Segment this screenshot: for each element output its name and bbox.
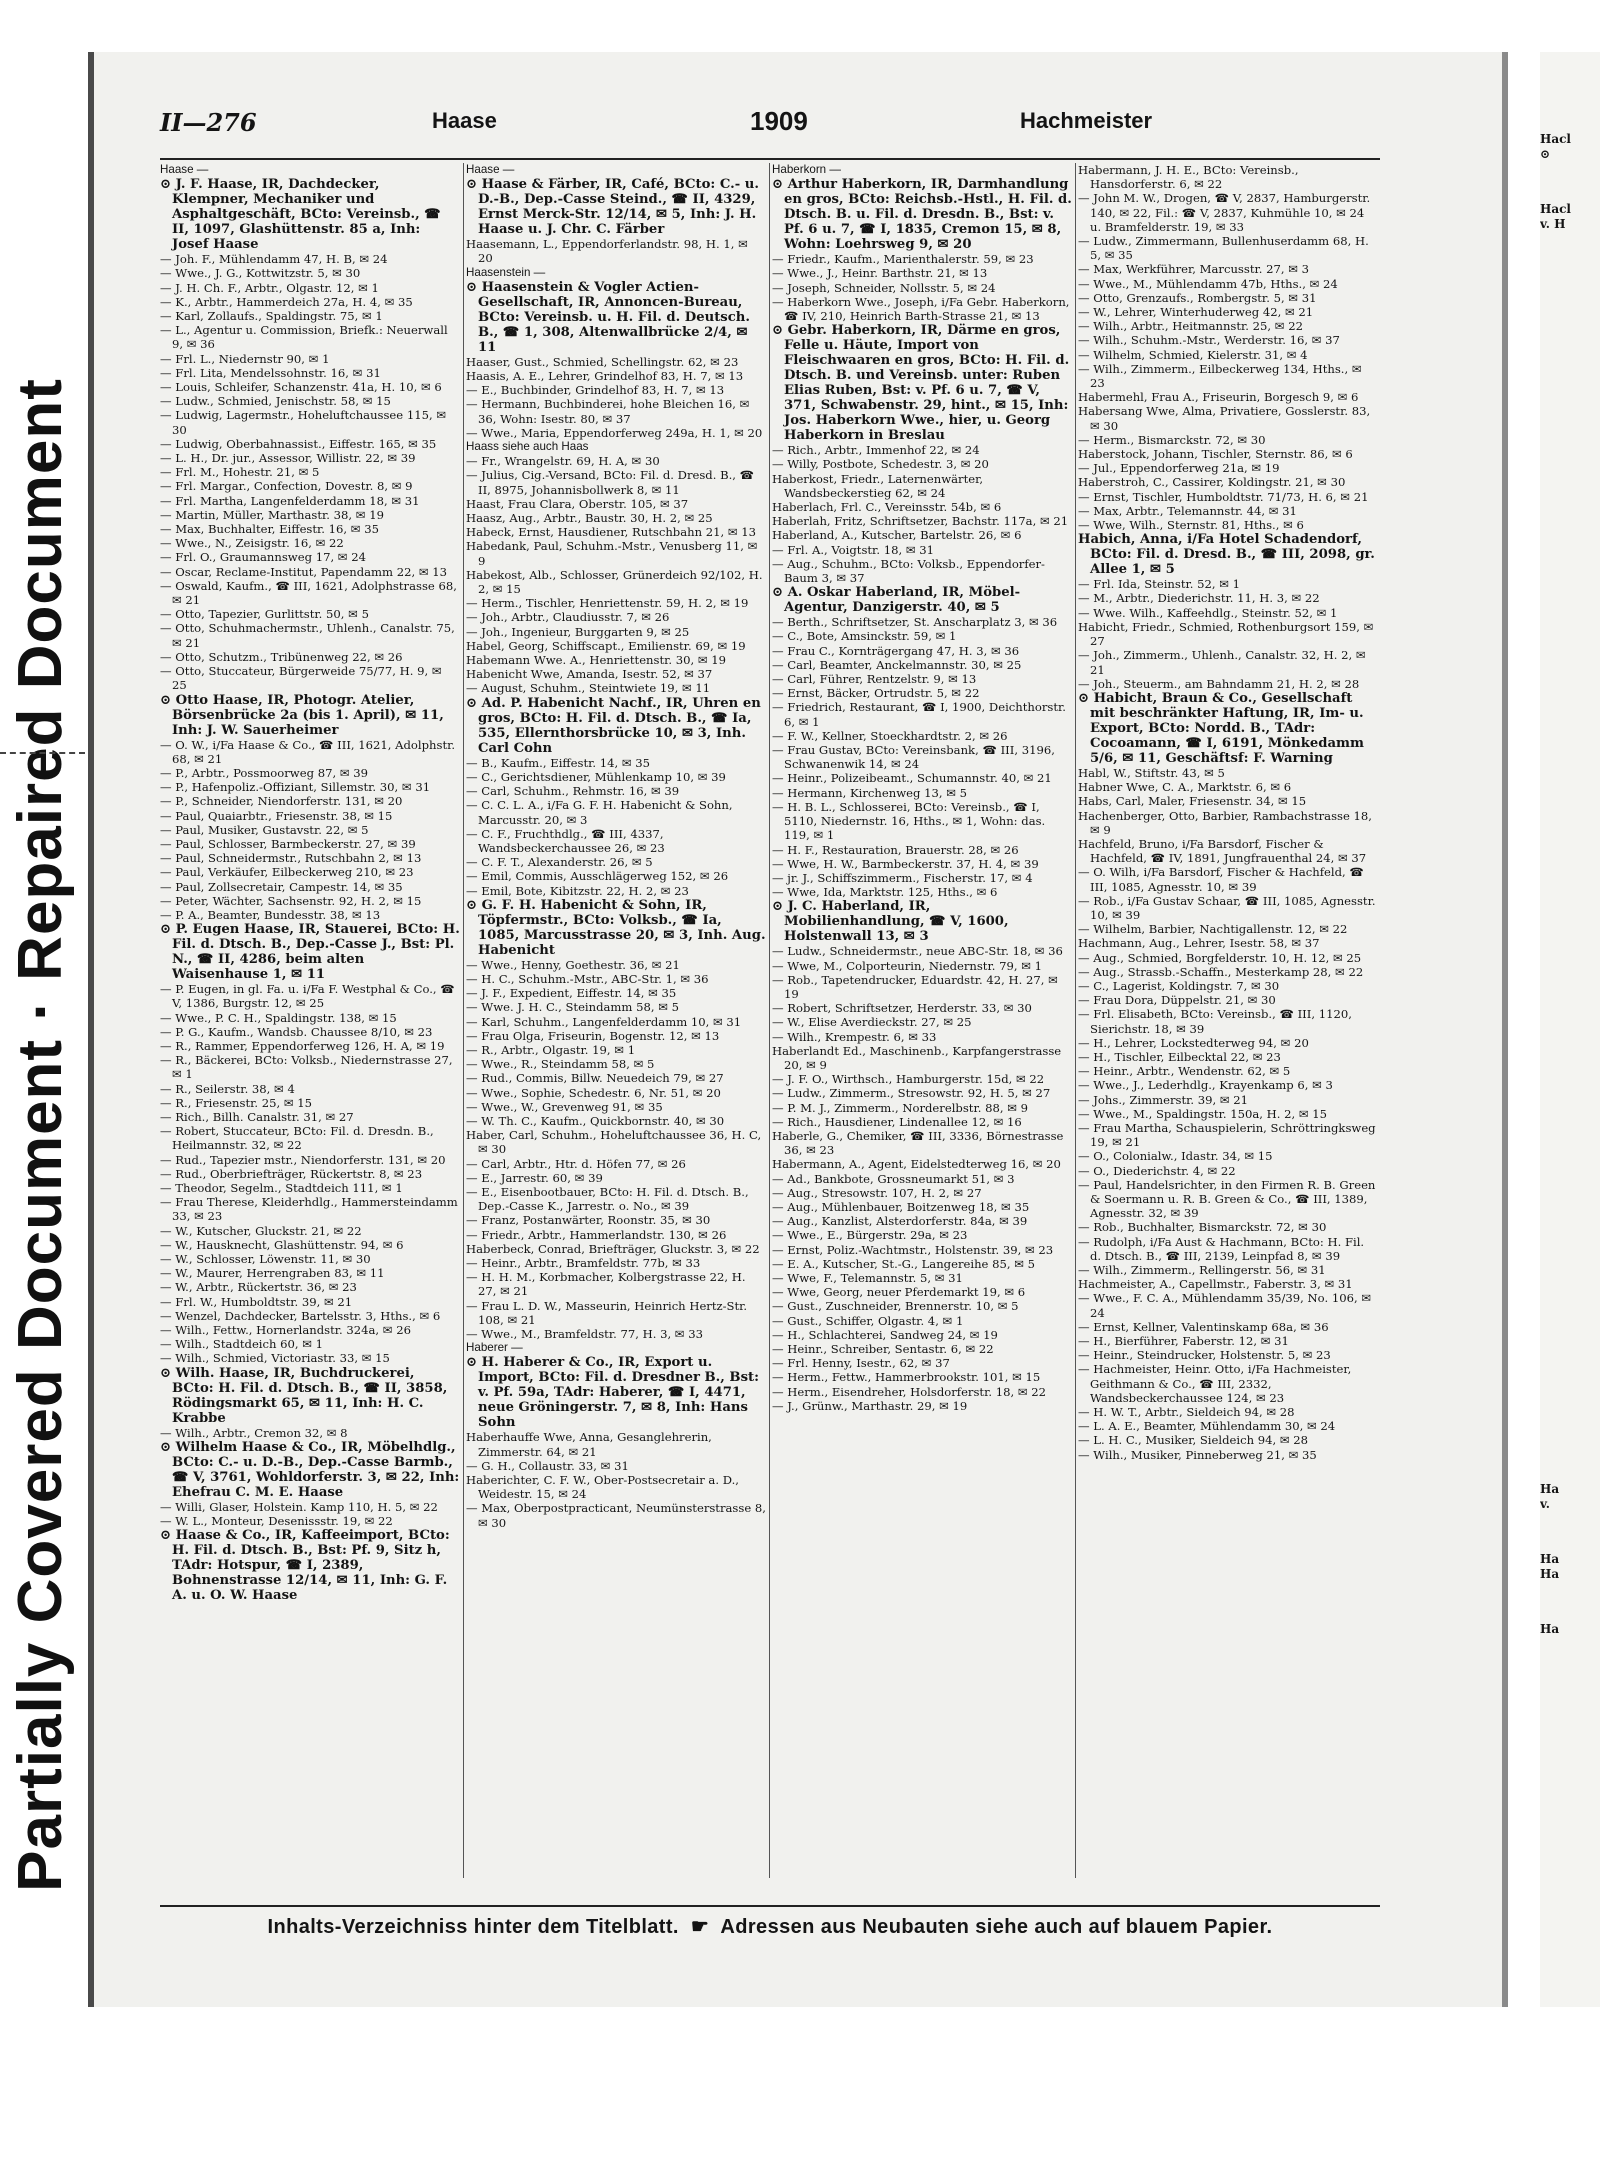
directory-entry: — Frl. Margar., Confection, Dovestr. 8, ✉ 9: [160, 479, 413, 494]
directory-entry: — H. W. T., Arbtr., Sieldeich 94, ✉ 28: [1078, 1405, 1295, 1420]
directory-entry: — Rob., i/Fa Gustav Schaar, ☎ III, 1085, Agnesstr. 10, ✉ 39: [1078, 893, 1376, 922]
directory-entry: Haberlandt Ed., Maschinenb., Karpfangerstrasse 20, ✉ 9: [772, 1043, 1062, 1072]
directory-entry: — Paul, Musiker, Gustavstr. 22, ✉ 5: [160, 822, 369, 837]
surname-heading: Haberer —: [466, 1341, 523, 1355]
firm-entry: ⊙ J. C. Haberland, IR, Mobilienhandlung, ☎ V, 1600, Holstenwall 13, ✉ 3: [772, 899, 1009, 945]
directory-entry: — H., Tischler, Eilbecktal 22, ✉ 23: [1078, 1049, 1281, 1064]
directory-entry: — W., Lehrer, Winterhuderweg 42, ✉ 21: [1078, 305, 1314, 320]
directory-entry: — Ernst, Tischler, Humboldtstr. 71/73, H. 6, ✉ 21: [1078, 489, 1369, 504]
directory-entry: — Wilh., Musiker, Pinneberweg 21, ✉ 35: [1078, 1447, 1317, 1462]
directory-entry: Haasis, A. E., Lehrer, Grindelhof 83, H. 7, ✉ 13: [466, 369, 744, 384]
directory-entry: — Wwe., J., Lederhdlg., Krayenkamp 6, ✉ 3: [1078, 1078, 1333, 1093]
directory-entry: — H., Bierführer, Faberstr. 12, ✉ 31: [1078, 1334, 1289, 1349]
directory-entry: — H. B. L., Schlosserei, BCto: Vereinsb., ☎ I, 5110, Niedernstr. 16, Hths., ✉ 1, Wohn: das. 119, ✉ 1: [772, 799, 1046, 843]
directory-entry: — W. L., Monteur, Desenissstr. 19, ✉ 22: [160, 1514, 393, 1529]
directory-entry: — Heinr., Arbtr., Bramfeldstr. 77b, ✉ 33: [466, 1255, 701, 1270]
page-footer: [160, 1914, 1380, 1939]
fragment-line: Ha: [1540, 1567, 1560, 1581]
directory-entry: Haber, Carl, Schuhm., Hoheluftchaussee 36, H. C, ✉ 30: [466, 1128, 762, 1157]
directory-entry: — Wwe., P. C. H., Spaldingstr. 138, ✉ 15: [160, 1010, 397, 1025]
directory-entry: — Gust., Zuschneider, Brennerstr. 10, ✉ 5: [772, 1299, 1019, 1314]
directory-entry: — Wwe., W., Grevenweg 91, ✉ 35: [466, 1099, 663, 1114]
column-2: [466, 163, 766, 1883]
directory-entry: — L. H., Dr. jur., Assessor, Willistr. 22, ✉ 39: [160, 451, 416, 466]
directory-entry: — Max, Oberpostpracticant, Neumünsterstrasse 8, ✉ 30: [466, 1501, 766, 1530]
directory-entry: — Frl. Elisabeth, BCto: Vereinsb., ☎ III, 1120, Sierichstr. 18, ✉ 39: [1078, 1007, 1352, 1036]
directory-entry: — Max, Werkführer, Marcusstr. 27, ✉ 3: [1078, 262, 1310, 277]
directory-entry: — J. F. O., Wirthsch., Hamburgerstr. 15d, ✉ 22: [772, 1072, 1045, 1087]
directory-entry: Haberhauffe Wwe, Anna, Gesanglehrerin, Zimmerstr. 64, ✉ 21: [466, 1430, 712, 1459]
directory-entry: — F. W., Kellner, Stoeckhardtstr. 2, ✉ 26: [772, 728, 1008, 743]
directory-entry: — Herm., Fettw., Hammerbrookstr. 101, ✉ 15: [772, 1370, 1041, 1385]
page-edge-shadow: [88, 52, 94, 2007]
directory-entry: Haberstock, Johann, Tischler, Sternstr. 86, ✉ 6: [1078, 447, 1353, 462]
directory-entry: — Wilh., Arbtr., Cremon 32, ✉ 8: [160, 1425, 348, 1440]
directory-entry: — Otto, Schutzm., Tribünenweg 22, ✉ 26: [160, 649, 403, 664]
directory-entry: — M., Arbtr., Diederichstr. 11, H. 3, ✉ 22: [1078, 591, 1320, 606]
directory-entry: — L. A. E., Beamter, Mühlendamm 30, ✉ 24: [1078, 1419, 1336, 1434]
directory-entry: — C., Lagerist, Koldingstr. 7, ✉ 30: [1078, 978, 1280, 993]
directory-entry: — H., Schlachterei, Sandweg 24, ✉ 19: [772, 1327, 998, 1342]
directory-entry: — Ernst, Kellner, Valentinskamp 68a, ✉ 36: [1078, 1319, 1329, 1334]
directory-entry: — Wwe, Georg, neuer Pferdemarkt 19, ✉ 6: [772, 1285, 1026, 1300]
directory-entry: — Otto, Grenzaufs., Rombergstr. 5, ✉ 31: [1078, 290, 1317, 305]
directory-entry: — Franz, Postanwärter, Roonstr. 35, ✉ 30: [466, 1213, 711, 1228]
directory-entry: — Rob., Tapetendrucker, Eduardstr. 42, H. 27, ✉ 19: [772, 972, 1058, 1001]
firm-entry: ⊙ Haase & Färber, IR, Café, BCto: C.- u. D.-B., Dep.-Casse Steind., ☎ II, 4329, Ernst Merck-Str. 12/14, ✉ 5, Inh: J. H. Haase u. J. Chr. C. Färber: [466, 177, 759, 238]
directory-entry: — Wilhelm, Barbier, Nachtigallenstr. 12, ✉ 22: [1078, 922, 1348, 937]
directory-entry: — P. M. J., Zimmerm., Norderelbstr. 88, ✉ 9: [772, 1100, 1028, 1115]
directory-entry: — Aug., Strassb.-Schaffn., Mesterkamp 28, ✉ 22: [1078, 964, 1364, 979]
directory-entry: — Wenzel, Dachdecker, Bartelsstr. 3, Hths., ✉ 6: [160, 1308, 441, 1323]
header-year: 1909: [750, 106, 808, 136]
directory-entry: — R., Seilerstr. 38, ✉ 4: [160, 1081, 295, 1096]
directory-entry: — Wilh., Krempestr. 6, ✉ 33: [772, 1029, 937, 1044]
directory-entry: — Joh., Arbtr., Claudiusstr. 7, ✉ 26: [466, 610, 670, 625]
directory-entry: — Ad., Bankbote, Grossneumarkt 51, ✉ 3: [772, 1171, 1015, 1186]
directory-entry: — Frl. Ida, Steinstr. 52, ✉ 1: [1078, 577, 1241, 592]
firm-entry: ⊙ Wilh. Haase, IR, Buchdruckerei, BCto: H. Fil. d. Dtsch. B., ☎ II, 3858, Rödingsmarkt 65, ✉ 11, Inh: H. C. Krabbe: [160, 1365, 448, 1426]
directory-entry: — W. Th. C., Kaufm., Quickbornstr. 40, ✉ 30: [466, 1113, 725, 1128]
directory-entry: — P. G., Kaufm., Wandsb. Chaussee 8/10, ✉ 23: [160, 1024, 433, 1039]
directory-entry: — Ludw., Zimmermann, Bullenhuserdamm 68, H. 5, ✉ 35: [1078, 234, 1369, 263]
directory-entry: — C., Gerichtsdiener, Mühlenkamp 10, ✉ 39: [466, 769, 726, 784]
directory-entry: Habl, W., Stiftstr. 43, ✉ 5: [1078, 765, 1225, 780]
directory-entry: Haaser, Gust., Schmied, Schellingstr. 62, ✉ 23: [466, 354, 739, 369]
directory-entry: — Wwe., R., Steindamm 58, ✉ 5: [466, 1057, 655, 1072]
directory-entry: — O., Colonialw., Idastr. 34, ✉ 15: [1078, 1149, 1273, 1164]
directory-entry: — Rich., Hausdiener, Lindenallee 12, ✉ 16: [772, 1114, 1022, 1129]
directory-entry: — Wilh., Stadtdeich 60, ✉ 1: [160, 1337, 324, 1352]
directory-entry: — Willi, Glaser, Holstein. Kamp 110, H. 5, ✉ 22: [160, 1499, 438, 1514]
directory-entry: — Aug., Kanzlist, Alsterdorferstr. 84a, ✉ 39: [772, 1214, 1028, 1229]
directory-entry: — Otto, Stuccateur, Bürgerweide 75/77, H. 9, ✉ 25: [160, 664, 442, 693]
directory-entry: — O. Wilh, i/Fa Barsdorf, Fischer & Hachfeld, ☎ III, 1085, Agnesstr. 10, ✉ 39: [1078, 865, 1364, 894]
surname-heading: Haasenstein —: [466, 265, 546, 279]
directory-entry: — Wwe, Wilh., Sternstr. 81, Hths., ✉ 6: [1078, 518, 1304, 533]
directory-entry: — Ernst, Poliz.-Wachtmstr., Holstenstr. 39, ✉ 23: [772, 1242, 1054, 1257]
directory-entry: Habekost, Alb., Schlosser, Grünerdeich 92/102, H. 2, ✉ 15: [466, 567, 763, 597]
directory-entry: — Frau Therese, Kleiderhdlg., Hammersteindamm 33, ✉ 23: [160, 1195, 458, 1224]
directory-entry: — Berth., Schriftsetzer, St. Anscharplatz 3, ✉ 36: [772, 615, 1058, 630]
directory-entry: — Theodor, Segelm., Stadtdeich 111, ✉ 1: [160, 1180, 403, 1195]
directory-entry: — Hermann, Kirchenweg 13, ✉ 5: [772, 785, 967, 800]
directory-entry: — Julius, Cig.-Versand, BCto: Fil. d. Dresd. B., ☎ II, 8975, Johannisbollwerk 8, ✉ 11: [466, 468, 755, 497]
directory-entry: — Ludwig, Lagermstr., Hoheluftchaussee 115, ✉ 30: [160, 408, 447, 437]
directory-entry: — Hachmeister, Heinr. Otto, i/Fa Hachmeister, Geithmann & Co., ☎ III, 2332, Wandsbeckerchaussee 124, ✉ 23: [1078, 1362, 1352, 1405]
directory-entry: — Wwe. Wilh., Kaffeehdlg., Steinstr. 52, ✉ 1: [1078, 605, 1338, 620]
directory-columns: [160, 163, 1380, 1883]
directory-entry: — Wwe., M., Bramfeldstr. 77, H. 3, ✉ 33: [466, 1327, 703, 1341]
directory-entry: — Carl, Beamter, Anckelmannstr. 30, ✉ 25: [772, 657, 1022, 672]
directory-entry: — Joh. F., Mühlendamm 47, H. B, ✉ 24: [160, 252, 388, 267]
directory-entry: — Karl, Schuhm., Langenfelderdamm 10, ✉ 31: [466, 1014, 742, 1029]
directory-entry: — Ludw., Schmied, Jenischstr. 58, ✉ 15: [160, 394, 391, 409]
directory-entry: — R., Bäckerei, BCto: Volksb., Niedernstrasse 27, ✉ 1: [160, 1053, 453, 1082]
directory-entry: — Rob., Buchhalter, Bismarckstr. 72, ✉ 30: [1078, 1220, 1327, 1235]
directory-entry: Habemann Wwe. A., Henriettenstr. 30, ✉ 19: [466, 653, 727, 668]
directory-entry: — W., Schlosser, Löwenstr. 11, ✉ 30: [160, 1252, 371, 1266]
directory-entry: — Wwe., Maria, Eppendorferweg 249a, H. 1, ✉ 20: [466, 425, 763, 440]
directory-entry: — C. F. T., Alexanderstr. 26, ✉ 5: [466, 855, 653, 870]
directory-entry: Haberichter, C. F. W., Ober-Postsecretair a. D., Weidestr. 15, ✉ 24: [466, 1473, 739, 1502]
directory-entry: — Max, Arbtr., Telemannstr. 44, ✉ 31: [1078, 503, 1297, 518]
directory-entry: — Joh., Ingenieur, Burggarten 9, ✉ 25: [466, 624, 690, 639]
directory-entry: — Herm., Eisendreher, Holsdorferstr. 18, ✉ 22: [772, 1384, 1046, 1399]
firm-entry: Habich, Anna, i/Fa Hotel Schadendorf, BCto: Fil. d. Dresd. B., ☎ III, 2098, gr. Allee 1, ✉ 5: [1078, 532, 1375, 578]
column-1: [160, 163, 460, 1883]
directory-entry: — Frl. A., Voigtstr. 18, ✉ 31: [772, 542, 934, 557]
directory-entry: — Wilh., Zimmerm., Eilbeckerweg 134, Hths., ✉ 23: [1078, 361, 1362, 391]
directory-entry: — Wilh., Schmied, Victoriastr. 33, ✉ 15: [160, 1351, 390, 1366]
footer-rule: [160, 1905, 1380, 1907]
directory-entry: — J., Grünw., Marthastr. 29, ✉ 19: [772, 1398, 968, 1413]
directory-entry: — Rudolph, i/Fa Aust & Hachmann, BCto: H. Fil. d. Dtsch. B., ☎ III, 2139, Leinpfad 8, ✉ 39: [1078, 1234, 1365, 1263]
directory-entry: — Joh., Steuerm., am Bahndamm 21, H. 2, ✉ 28: [1078, 676, 1360, 691]
directory-entry: Haberlah, Fritz, Schriftsetzer, Bachstr. 117a, ✉ 21: [772, 514, 1069, 529]
directory-entry: — Max, Buchhalter, Eiffestr. 16, ✉ 35: [160, 522, 379, 537]
surname-heading: Haass siehe auch Haas: [466, 440, 589, 454]
directory-entry: — Peter, Wächter, Sachsenstr. 92, H. 2, ✉ 15: [160, 893, 422, 908]
directory-entry: — Fr., Wrangelstr. 69, H. A, ✉ 30: [466, 454, 660, 469]
directory-entry: — Wwe., M., Mühlendamm 47b, Hths., ✉ 24: [1078, 276, 1338, 291]
directory-entry: Haberlach, Frl. C., Vereinsstr. 54b, ✉ 6: [772, 500, 1002, 515]
directory-entry: Hachenberger, Otto, Barbier, Rambachstrasse 18, ✉ 9: [1078, 808, 1372, 837]
directory-entry: — W., Kutscher, Gluckstr. 21, ✉ 22: [160, 1223, 362, 1238]
adjacent-page-fragment: [1540, 52, 1600, 2007]
directory-entry: — Emil, Bote, Kibitzstr. 22, H. 2, ✉ 23: [466, 883, 689, 898]
directory-entry: — Johs., Zimmerstr. 39, ✉ 21: [1078, 1092, 1249, 1107]
directory-entry: — Paul, Schlosser, Barmbeckerstr. 27, ✉ 39: [160, 836, 416, 851]
directory-entry: — P. A., Beamter, Bundesstr. 38, ✉ 13: [160, 907, 381, 922]
directory-entry: — John M. W., Drogen, ☎ V, 2837, Hamburgerstr. 140, ✉ 22, Fil.: ☎ V, 2837, Kuhmühle 10, ✉ 24 u. Bramfelderstr. 19, ✉ 33: [1078, 191, 1371, 234]
directory-entry: — Joseph, Schneider, Nollsstr. 5, ✉ 24: [772, 280, 996, 295]
directory-entry: Habeck, Ernst, Hausdiener, Rutschbahn 21, ✉ 13: [466, 525, 757, 540]
cut-guide-line: [0, 752, 85, 754]
directory-entry: — B., Kaufm., Eiffestr. 14, ✉ 35: [466, 755, 651, 770]
directory-entry: — Paul, Quaiarbtr., Friesenstr. 38, ✉ 15: [160, 808, 393, 823]
directory-entry: — Wwe, H. W., Barmbeckerstr. 37, H. 4, ✉ 39: [772, 856, 1039, 871]
directory-entry: — Ernst, Bäcker, Ortrudstr. 5, ✉ 22: [772, 686, 980, 701]
surname-heading: Haase —: [466, 163, 515, 176]
page-edge-right: [1502, 52, 1508, 2007]
fragment-line: Ha: [1540, 1622, 1560, 1636]
directory-entry: — Wwe., N., Zeisigstr. 16, ✉ 22: [160, 536, 344, 551]
directory-entry: — E., Buchbinder, Grindelhof 83, H. 7, ✉ 13: [466, 383, 725, 398]
directory-entry: — Heinr., Arbtr., Wendenstr. 62, ✉ 5: [1078, 1064, 1291, 1079]
directory-entry: Habenicht Wwe, Amanda, Isestr. 52, ✉ 37: [466, 667, 713, 682]
directory-entry: — Robert, Stuccateur, BCto: Fil. d. Dresdn. B., Heilmannstr. 32, ✉ 22: [160, 1124, 434, 1153]
directory-entry: — Wilh., Arbtr., Heitmannstr. 25, ✉ 22: [1078, 319, 1303, 334]
firm-entry: ⊙ Haasenstein & Vogler Actien-Gesellschaft, IR, Annoncen-Bureau, BCto: Vereinsb. u. H. Fil. d. Deutsch. B., ☎ 1, 308, Altenwallbrücke 2/4, ✉ 11: [466, 279, 750, 355]
directory-entry: — Emil, Commis, Ausschlägerweg 152, ✉ 26: [466, 869, 729, 884]
directory-entry: Hachmann, Aug., Lehrer, Isestr. 58, ✉ 37: [1078, 936, 1320, 951]
directory-entry: — Heinr., Steindrucker, Holstenstr. 5, ✉ 23: [1078, 1348, 1331, 1363]
directory-entry: — Oscar, Reclame-Institut, Papendamm 22, ✉ 13: [160, 564, 447, 579]
firm-entry: ⊙ A. Oskar Haberland, IR, Möbel-Agentur, Danzigerstr. 40, ✉ 5: [772, 585, 1021, 616]
directory-entry: — Aug., Schmied, Borgfelderstr. 10, H. 12, ✉ 25: [1078, 950, 1362, 965]
directory-entry: — R., Friesenstr. 25, ✉ 15: [160, 1095, 313, 1110]
directory-entry: Habicht, Friedr., Schmied, Rothenburgsort 159, ✉ 27: [1078, 619, 1374, 649]
directory-entry: — P., Arbtr., Possmoorweg 87, ✉ 39: [160, 765, 368, 780]
fragment-line: v. H: [1540, 217, 1566, 231]
directory-entry: — Carl, Führer, Rentzelstr. 9, ✉ 13: [772, 672, 977, 687]
directory-entry: — W., Maurer, Herrengraben 83, ✉ 11: [160, 1266, 385, 1281]
directory-entry: — R., Rammer, Eppendorferweg 126, H. A, ✉ 19: [160, 1038, 445, 1053]
directory-entry: Habermann, J. H. E., BCto: Vereinsb., Hansdorferstr. 6, ✉ 22: [1078, 163, 1299, 192]
directory-entry: Haberbeck, Conrad, Briefträger, Gluckstr. 3, ✉ 22: [466, 1241, 760, 1256]
firm-entry: ⊙ Wilhelm Haase & Co., IR, Möbelhdlg., BCto: C.- u. D.-B., Dep.-Casse Barmb., ☎ V, 3761, Wohldorferstr. 3, ✉ 22, Inh: Ehefrau C. M. E. Haase: [160, 1439, 460, 1500]
directory-entry: — Wwe, F., Telemannstr. 5, ✉ 31: [772, 1270, 963, 1285]
column-3: [772, 163, 1072, 1883]
directory-entry: — Wilh., Schuhm.-Mstr., Werderstr. 16, ✉ 37: [1078, 333, 1340, 348]
directory-entry: — Aug., Mühlenbauer, Boitzenweg 18, ✉ 35: [772, 1199, 1030, 1214]
directory-entry: — Rich., Arbtr., Immenhof 22, ✉ 24: [772, 443, 980, 458]
fragment-line: v.: [1540, 1497, 1550, 1511]
directory-entry: — Wwe., J., Heinr. Barthstr. 21, ✉ 13: [772, 266, 988, 281]
directory-entry: — H. C., Schuhm.-Mstr., ABC-Str. 1, ✉ 36: [466, 971, 709, 986]
directory-entry: — W., Arbtr., Rückertstr. 36, ✉ 23: [160, 1280, 357, 1295]
firm-entry: ⊙ Ad. P. Habenicht Nachf., IR, Uhren en gros, BCto: H. Fil. d. Dtsch. B., ☎ Ia, 535, Ellernthorsbrücke 10, ✉ 3, Inh. Carl Cohn: [466, 695, 761, 756]
firm-entry: ⊙ Gebr. Haberkorn, IR, Därme en gros, Felle u. Häute, Import von Fleischwaaren en gros, BCto: H. Fil. d. Dtsch. B. und Vereinsb. unter: Ruben Elias Ruben, Bst: v. Pf. 6 u. 7, ☎ V, 371, Schwabenstr. 29, hint., ✉ 15, Inh: Jos. Haberkorn Wwe., hier, u. Georg Haberkorn in Breslau: [772, 323, 1070, 444]
directory-entry: — Otto, Tapezier, Gurlittstr. 50, ✉ 5: [160, 607, 369, 622]
directory-entry: — Martin, Müller, Marthastr. 38, ✉ 19: [160, 507, 384, 522]
directory-entry: — jr. J., Schiffszimmerm., Fischerstr. 17, ✉ 4: [772, 870, 1033, 885]
directory-entry: — Frl. L., Niedernstr 90, ✉ 1: [160, 351, 330, 366]
firm-entry: ⊙ Otto Haase, IR, Photogr. Atelier, Börsenbrücke 2a (bis 1. April), ✉ 11, Inh: J. W. Sauerheimer: [160, 692, 444, 738]
directory-entry: — Frau Dora, Düppelstr. 21, ✉ 30: [1078, 993, 1276, 1008]
directory-entry: Habs, Carl, Maler, Friesenstr. 34, ✉ 15: [1078, 794, 1307, 809]
fragment-line: Hacl: [1540, 132, 1571, 146]
directory-entry: Haberle, G., Chemiker, ☎ III, 3336, Börnestrasse 36, ✉ 23: [772, 1128, 1064, 1158]
directory-entry: — Ludw., Zimmerm., Stresowstr. 92, H. 5, ✉ 27: [772, 1086, 1051, 1101]
directory-entry: — K., Arbtr., Hammerdeich 27a, H. 4, ✉ 35: [160, 294, 413, 309]
directory-entry: — H. H. M., Korbmacher, Kolbergstrasse 22, H. 27, ✉ 21: [466, 1270, 746, 1299]
directory-entry: — Friedr., Kaufm., Marienthalerstr. 59, ✉ 23: [772, 252, 1034, 267]
directory-entry: — Paul, Zollsecretair, Campestr. 14, ✉ 35: [160, 879, 403, 894]
directory-entry: Hachmeister, A., Capellmstr., Faberstr. 3, ✉ 31: [1078, 1277, 1353, 1292]
directory-entry: — Frl. O., Graumannsweg 17, ✉ 24: [160, 550, 366, 565]
column-divider: [769, 163, 770, 1878]
directory-entry: — Rich., Billh. Canalstr. 31, ✉ 27: [160, 1109, 354, 1124]
directory-entry: — Aug., Stresowstr. 107, H. 2, ✉ 27: [772, 1185, 982, 1200]
directory-entry: Habner Wwe, C. A., Marktstr. 6, ✉ 6: [1078, 780, 1292, 795]
column-divider: [1075, 163, 1076, 1878]
fragment-line: ⊙: [1540, 147, 1551, 161]
directory-entry: — Joh., Zimmerm., Uhlenh., Canalstr. 32, H. 2, ✉ 21: [1078, 648, 1366, 677]
firm-entry: ⊙ J. F. Haase, IR, Dachdecker, Klempner, Mechaniker und Asphaltgeschäft, BCto: Vereinsb., ☎ II, 1097, Glashüttenstr. 85 a, Inh: Josef Haase: [160, 177, 441, 253]
directory-entry: — Heinr., Schreiber, Sentastr. 6, ✉ 22: [772, 1342, 994, 1356]
directory-entry: — Frl. W., Humboldtstr. 39, ✉ 21: [160, 1294, 353, 1309]
directory-entry: — Wilhelm, Schmied, Kielerstr. 31, ✉ 4: [1078, 347, 1308, 362]
directory-entry: — Wwe., J. G., Kottwitzstr. 5, ✉ 30: [160, 266, 361, 281]
directory-entry: — H., Lehrer, Lockstedterweg 94, ✉ 20: [1078, 1035, 1309, 1050]
directory-entry: Habersang Wwe, Alma, Privatiere, Gosslerstr. 83, ✉ 30: [1078, 404, 1371, 433]
directory-entry: — P. Eugen, in gl. Fa. u. i/Fa F. Westphal & Co., ☎ V, 1386, Burgstr. 12, ✉ 25: [160, 982, 455, 1011]
directory-entry: — E., Eisenbootbauer, BCto: H. Fil. d. Dtsch. B., Dep.-Casse K., Jarrestr. o. No., ✉ 39: [466, 1184, 749, 1214]
directory-entry: — Frau L. D. W., Masseurin, Heinrich Hertz-Str. 108, ✉ 21: [466, 1298, 748, 1327]
directory-entry: — Oswald, Kaufm., ☎ III, 1621, Adolphstrasse 68, ✉ 21: [160, 578, 457, 608]
directory-entry: — G. H., Collaustr. 33, ✉ 31: [466, 1458, 629, 1473]
directory-entry: — C. C. L. A., i/Fa G. F. H. Habenicht & Sohn, Marcusstr. 20, ✉ 3: [466, 798, 733, 827]
fragment-line: Ha: [1540, 1482, 1560, 1496]
directory-entry: — Frau Gustav, BCto: Vereinsbank, ☎ III, 3196, Schwanenwik 14, ✉ 24: [772, 743, 1055, 772]
directory-entry: — Haberkorn Wwe., Joseph, i/Fa Gebr. Haberkorn, ☎ IV, 210, Heinrich Barth-Strasse 21, ✉ 13: [772, 294, 1070, 324]
directory-entry: — Wwe, M., Colporteurin, Niedernstr. 79, ✉ 1: [772, 958, 1043, 973]
directory-entry: — Herm., Bismarckstr. 72, ✉ 30: [1078, 432, 1266, 447]
directory-entry: — Paul, Verkäufer, Eilbeckerweg 210, ✉ 23: [160, 865, 414, 880]
header-first-keyword: Haase: [432, 108, 497, 133]
directory-entry: — Frau Olga, Friseurin, Bogenstr. 12, ✉ 13: [466, 1028, 720, 1043]
directory-entry: — Rud., Tapezier mstr., Niendorferstr. 131, ✉ 20: [160, 1152, 446, 1167]
directory-entry: — Jul., Eppendorferweg 21a, ✉ 19: [1078, 461, 1280, 476]
directory-entry: — Paul, Schneidermstr., Rutschbahn 2, ✉ 13: [160, 851, 422, 866]
directory-entry: Hachfeld, Bruno, i/Fa Barsdorf, Fischer & Hachfeld, ☎ IV, 1891, Jungfrauenthal 24, ✉ 37: [1078, 836, 1367, 866]
directory-entry: — Otto, Schuhmachermstr., Uhlenh., Canalstr. 75, ✉ 21: [160, 621, 455, 650]
footer-index-note: Inhalts-Verzeichniss hinter dem Titelblatt.: [267, 1916, 679, 1938]
surname-heading: Haase —: [160, 163, 209, 176]
directory-entry: — L., Agentur u. Commission, Briefk.: Neuerwall 9, ✉ 36: [160, 323, 448, 352]
directory-entry: — Carl, Arbtr., Htr. d. Höfen 77, ✉ 26: [466, 1156, 686, 1171]
directory-entry: — Frl. M., Hohestr. 21, ✉ 5: [160, 465, 320, 480]
directory-entry: — Rud., Commis, Billw. Neuedeich 79, ✉ 27: [466, 1071, 724, 1086]
directory-entry: — P., Schneider, Niendorferstr. 131, ✉ 20: [160, 794, 403, 809]
directory-entry: — Friedr., Arbtr., Hammerlandstr. 130, ✉ 26: [466, 1227, 727, 1242]
directory-entry: — Wwe., M., Spaldingstr. 150a, H. 2, ✉ 15: [1078, 1106, 1328, 1121]
pointing-hand-icon: ☛: [690, 1916, 710, 1938]
directory-entry: — E. A., Kutscher, St.-G., Langereihe 85, ✉ 5: [772, 1256, 1035, 1271]
directory-entry: Haberland, A., Kutscher, Bartelstr. 26, ✉ 6: [772, 528, 1022, 543]
directory-entry: — Frau C., Kornträgergang 47, H. 3, ✉ 36: [772, 643, 1020, 658]
directory-entry: — E., Jarrestr. 60, ✉ 39: [466, 1170, 603, 1185]
directory-entry: Haberstroh, C., Cassirer, Koldingstr. 21, ✉ 30: [1078, 475, 1346, 490]
directory-entry: Habedank, Paul, Schuhm.-Mstr., Venusberg 11, ✉ 9: [466, 539, 758, 568]
firm-entry: ⊙ Haase & Co., IR, Kaffeeimport, BCto: H. Fil. d. Dtsch. B., Bst: Pf. 9, Sitz h, TAdr: Hotspur, ☎ I, 2389, Bohnenstrasse 12/14, ✉ 11, Inh: G. F. A. u. O. W. Haase: [160, 1528, 450, 1604]
directory-entry: — P., Hafenpoliz.-Offiziant, Sillemstr. 30, ✉ 31: [160, 780, 431, 795]
surname-heading: Haberkorn —: [772, 163, 841, 176]
directory-entry: — R., Arbtr., Olgastr. 19, ✉ 1: [466, 1042, 636, 1057]
page-header: [150, 108, 1460, 148]
directory-entry: Habermann, A., Agent, Eidelstedterweg 16, ✉ 20: [772, 1157, 1061, 1172]
directory-entry: — Wwe. J. H. C., Steindamm 58, ✉ 5: [466, 1000, 680, 1015]
fragment-line: Hacl: [1540, 202, 1571, 216]
directory-entry: — C. F., Fruchthdlg., ☎ III, 4337, Wandsbeckerchaussee 26, ✉ 23: [466, 826, 665, 855]
header-rule: [160, 158, 1380, 160]
directory-entry: — Frl. Lita, Mendelssohnstr. 16, ✉ 31: [160, 365, 381, 380]
side-watermark-label: Partially Covered Document · Repaired Document: [6, 378, 75, 1892]
directory-entry: — Wwe., Sophie, Schedestr. 6, Nr. 51, ✉ 20: [466, 1085, 721, 1100]
firm-entry: ⊙ P. Eugen Haase, IR, Stauerei, BCto: H. Fil. d. Dtsch. B., Dep.-Casse J., Bst: Pl. N., ☎ II, 4286, beim alten Waisenhause 1, ✉ 11: [160, 922, 460, 983]
directory-entry: — Wwe., E., Bürgerstr. 29a, ✉ 23: [772, 1228, 968, 1243]
header-last-keyword: Hachmeister: [1020, 108, 1153, 133]
directory-entry: — Wwe., Henny, Goethestr. 36, ✉ 21: [466, 957, 680, 972]
directory-entry: Haberkost, Friedr., Laternenwärter, Wandsbeckerstieg 62, ✉ 24: [772, 471, 984, 500]
directory-entry: — Frau Martha, Schauspielerin, Schröttringksweg 19, ✉ 21: [1078, 1120, 1376, 1150]
directory-entry: — Ludw., Schneidermstr., neue ABC-Str. 18, ✉ 36: [772, 944, 1063, 959]
directory-entry: — Friedrich, Restaurant, ☎ I, 1900, Deichthorstr. 6, ✉ 1: [772, 700, 1066, 729]
directory-entry: — Louis, Schleifer, Schanzenstr. 41a, H. 10, ✉ 6: [160, 380, 442, 395]
directory-entry: Haast, Frau Clara, Oberstr. 105, ✉ 37: [466, 496, 689, 511]
directory-entry: — August, Schuhm., Steintwiete 19, ✉ 11: [466, 681, 711, 696]
directory-entry: — Wwe., F. C. A., Mühlendamm 35/39, No. 106, ✉ 24: [1078, 1291, 1372, 1320]
fragment-line: Ha: [1540, 1552, 1560, 1566]
directory-entry: — H. F., Restauration, Brauerstr. 28, ✉ 26: [772, 842, 1019, 857]
directory-entry: — Hermann, Buchbinderei, hohe Bleichen 16, ✉ 36, Wohn: Isestr. 80, ✉ 37: [466, 397, 750, 426]
firm-entry: ⊙ Arthur Haberkorn, IR, Darmhandlung en gros, BCto: Reichsb.-Hstl., H. Fil. d. Dtsch. B. u. Fil. d. Dresdn. B., Bst: v. Pf. 6 u. 7, ☎ I, 1835, Cremon 15, ✉ 8, Wohn: Loehrsweg 9, ✉ 20: [772, 177, 1072, 253]
directory-entry: — O. W., i/Fa Haase & Co., ☎ III, 1621, Adolphstr. 68, ✉ 21: [160, 737, 456, 766]
directory-entry: — O., Diederichstr. 4, ✉ 22: [1078, 1163, 1236, 1178]
directory-entry: — Ludwig, Oberbahnassist., Eiffestr. 165, ✉ 35: [160, 436, 437, 451]
firm-entry: ⊙ H. Haberer & Co., IR, Export u. Import, BCto: Fil. d. Dresdner B., Bst: v. Pf. 59a, TAdr: Haberer, ☎ I, 4471, neue Gröningerstr. 7, ✉ 8, Inh: Hans Sohn: [466, 1355, 759, 1431]
directory-entry: — Frl. Henny, Isestr., 62, ✉ 37: [772, 1356, 950, 1371]
directory-entry: — W., Hausknecht, Glashüttenstr. 94, ✉ 6: [160, 1237, 404, 1252]
directory-entry: — W., Elise Averdieckstr. 27, ✉ 25: [772, 1015, 972, 1030]
directory-entry: — Carl, Schuhm., Rehmstr. 16, ✉ 39: [466, 784, 680, 799]
footer-new-buildings-note: Adressen aus Neubauten siehe auch auf blauem Papier.: [720, 1916, 1273, 1938]
directory-entry: — Heinr., Polizeibeamt., Schumannstr. 40, ✉ 21: [772, 771, 1052, 786]
directory-entry: — Gust., Schiffer, Olgastr. 4, ✉ 1: [772, 1313, 964, 1328]
firm-entry: ⊙ G. F. H. Habenicht & Sohn, IR, Töpfermstr., BCto: Volksb., ☎ Ia, 1085, Marcusstrasse 20, ✉ 3, Inh. Aug. Habenicht: [466, 897, 766, 958]
directory-entry: — J. F., Expedient, Eiffestr. 14, ✉ 35: [466, 986, 677, 1001]
directory-entry: — J. H. Ch. F., Arbtr., Olgastr. 12, ✉ 1: [160, 280, 379, 295]
directory-entry: — Frl. Martha, Langenfelderdamm 18, ✉ 31: [160, 493, 420, 508]
directory-entry: — Wilh., Fettw., Hornerlandstr. 324a, ✉ 26: [160, 1323, 411, 1338]
directory-entry: — Paul, Handelsrichter, in den Firmen R. B. Green & Soermann u. R. B. Green & Co., ☎ III, 1389, Agnesstr. 32, ✉ 39: [1078, 1177, 1376, 1221]
page-number: II—276: [160, 108, 257, 137]
directory-entry: — L. H. C., Musiker, Sieldeich 94, ✉ 28: [1078, 1433, 1308, 1448]
directory-entry: — Wwe, Ida, Marktstr. 125, Hths., ✉ 6: [772, 885, 998, 900]
directory-entry: — Robert, Schriftsetzer, Herderstr. 33, ✉ 30: [772, 1001, 1032, 1016]
directory-entry: — Willy, Postbote, Schedestr. 3, ✉ 20: [772, 457, 989, 472]
firm-entry: ⊙ Habicht, Braun & Co., Gesellschaft mit beschränkter Haftung, IR, Im- u. Export, BCto: Nordd. B., TAdr: Cocoamann, ☎ I, 6191, Mönkedamm 5/6, ✉ 11, Geschäftsf: F. Warning: [1078, 690, 1364, 766]
directory-entry: — Herm., Tischler, Henriettenstr. 59, H. 2, ✉ 19: [466, 596, 749, 611]
column-4: [1078, 163, 1378, 1883]
directory-entry: — Rud., Oberbriefträger, Rückertstr. 8, ✉ 23: [160, 1166, 423, 1181]
directory-entry: Haasz, Aug., Arbtr., Baustr. 30, H. 2, ✉ 25: [466, 511, 713, 526]
directory-entry: — Aug., Schuhm., BCto: Volksb., Eppendorfer-Baum 3, ✉ 37: [772, 556, 1045, 586]
directory-entry: Habel, Georg, Schiffscapt., Emilienstr. 69, ✉ 19: [466, 638, 746, 653]
column-divider: [463, 163, 464, 1878]
directory-entry: — Karl, Zollaufs., Spaldingstr. 75, ✉ 1: [160, 309, 383, 324]
directory-entry: — C., Bote, Amsinckstr. 59, ✉ 1: [772, 629, 957, 644]
directory-entry: Haasemann, L., Eppendorferlandstr. 98, H. 1, ✉ 20: [466, 237, 748, 266]
directory-entry: Habermehl, Frau A., Friseurin, Borgesch 9, ✉ 6: [1078, 390, 1359, 405]
directory-entry: — Wilh., Zimmerm., Rellingerstr. 56, ✉ 31: [1078, 1263, 1326, 1278]
